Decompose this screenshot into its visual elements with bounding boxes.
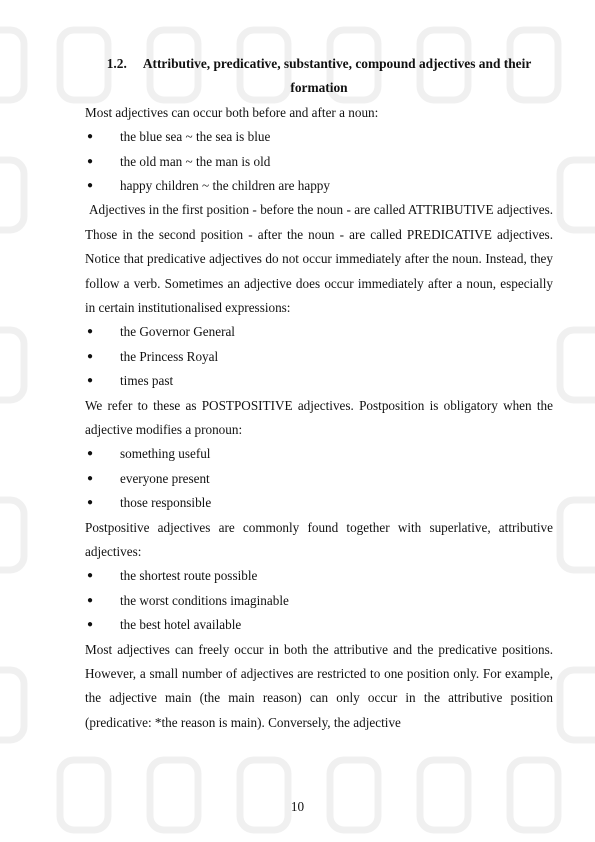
list-item: ● the old man ~ the man is old bbox=[85, 150, 553, 174]
list-item: ● everyone present bbox=[85, 467, 553, 491]
document-page bbox=[85, 52, 553, 735]
list-item: ● those responsible bbox=[85, 491, 553, 515]
bullet-icon: ● bbox=[87, 448, 94, 460]
bullet-icon: ● bbox=[87, 155, 94, 167]
section-heading bbox=[85, 52, 553, 101]
paragraph-postpositive: We refer to these as POSTPOSITIVE adjectives. Postposition is obligatory when the adjective modifies a pronoun: bbox=[85, 397, 553, 437]
bullet-icon: ● bbox=[87, 594, 94, 606]
section-heading-line-1 bbox=[85, 52, 553, 76]
intro-paragraph: Most adjectives can occur both before and after a noun: bbox=[85, 104, 379, 120]
bullet-icon: ● bbox=[87, 131, 94, 143]
section-title-line-1: Attributive, predicative, substantive, compound adjectives and their bbox=[142, 56, 532, 71]
paragraph-superlative: Postpositive adjectives are commonly found together with superlative, attributive adjectives: bbox=[85, 519, 553, 559]
list-item: ● the best hotel available bbox=[85, 613, 553, 637]
bullet-icon: ● bbox=[87, 350, 94, 362]
list-item: ● something useful bbox=[85, 442, 553, 466]
bullet-list-3 bbox=[85, 442, 553, 515]
bullet-list-2 bbox=[85, 320, 553, 393]
list-item: ● the worst conditions imaginable bbox=[85, 589, 553, 613]
list-item: ● the blue sea ~ the sea is blue bbox=[85, 125, 553, 149]
bullet-icon: ● bbox=[87, 472, 94, 484]
bullet-icon: ● bbox=[87, 326, 94, 338]
bullet-list-1 bbox=[85, 125, 553, 198]
bullet-icon: ● bbox=[87, 619, 94, 631]
bullet-icon: ● bbox=[87, 180, 94, 191]
bullet-icon: ● bbox=[87, 497, 94, 509]
bullet-list-4 bbox=[85, 564, 553, 637]
paragraph-attributive-predicative: Adjectives in the first position - before the noun - are called ATTRIBUTIVE adjectives. Those in the second position - after the noun - are called PREDICATIVE adjectives. Notice that predicative adjectives do not occur immediately after the noun. Instead, they follow a verb. Sometimes an adjective does occur immediately after a noun, especially in certain institutionalised expressions: bbox=[85, 202, 553, 316]
list-item: ● the shortest route possible bbox=[85, 564, 553, 588]
list-item: ● the Governor General bbox=[85, 320, 553, 344]
section-title-line-2: formation bbox=[290, 80, 348, 96]
list-item: ● happy children ~ the children are happy bbox=[85, 174, 553, 198]
bullet-icon: ● bbox=[87, 570, 94, 582]
list-item: ● the Princess Royal bbox=[85, 345, 553, 369]
section-number: 1.2. bbox=[106, 56, 127, 71]
paragraph-position-restriction: Most adjectives can freely occur in both the attributive and the predicative positions. However, a small number of adjectives are restricted to one position only. For example, the adjective main (the main reason) can only occur in the attributive position (predicative: *the reason is main). Conversely, the adjective bbox=[85, 641, 553, 730]
list-item: ● times past bbox=[85, 369, 553, 393]
page-number: 10 bbox=[290, 799, 305, 814]
bullet-icon: ● bbox=[87, 375, 94, 387]
